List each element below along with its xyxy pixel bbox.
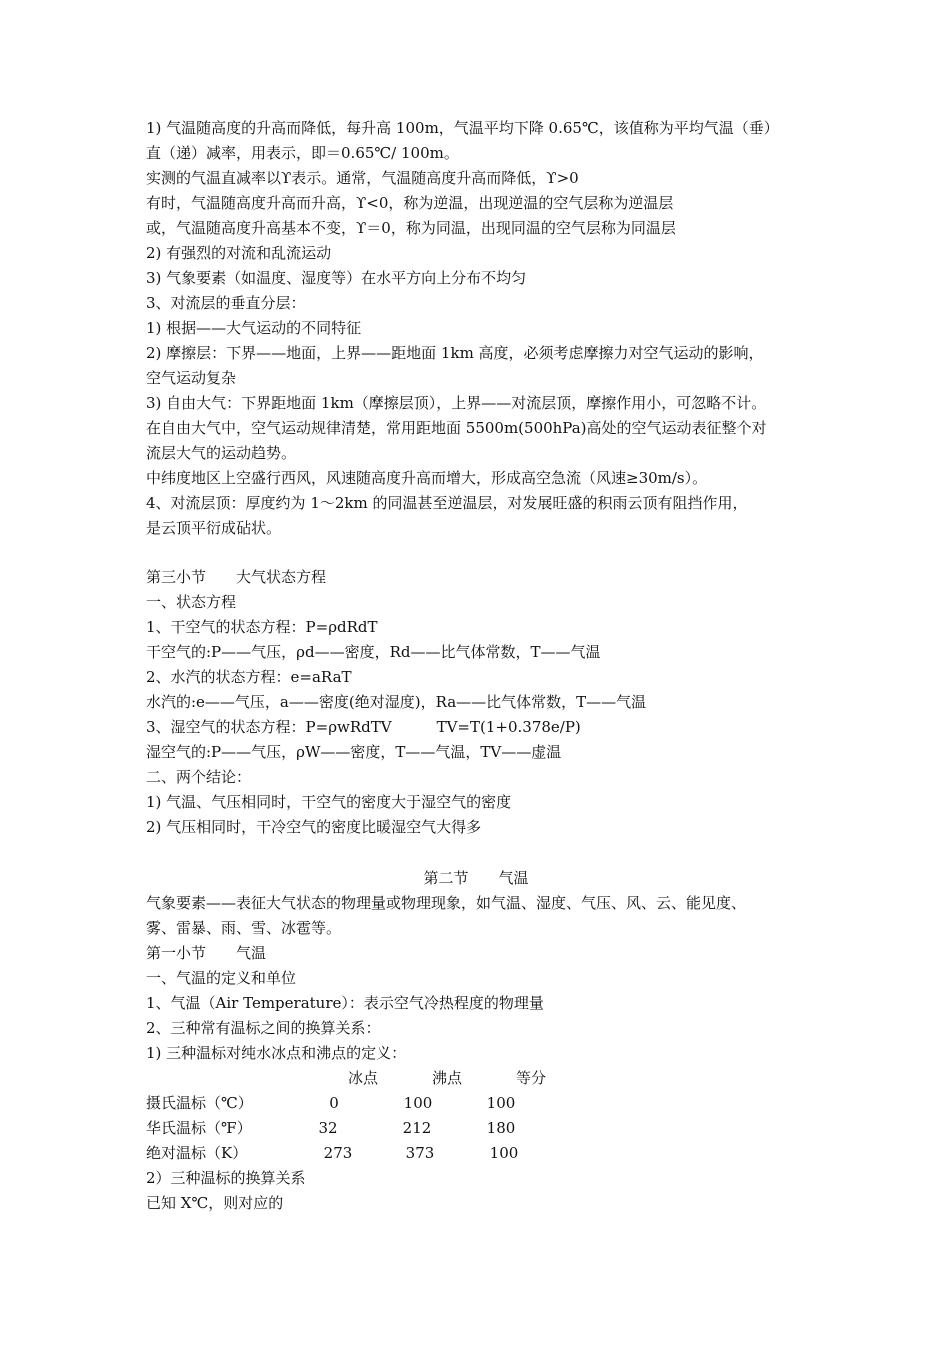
table-header: 冰点 bbox=[347, 1069, 378, 1087]
section-heading: 第一小节 气温 bbox=[146, 944, 267, 962]
text-line: 湿空气的:P——气压，ρW——密度，T——气温，TV——虚温 bbox=[146, 743, 562, 761]
text-line: 干空气的:P——气压，ρd——密度，Rd——比气体常数，T——气温 bbox=[146, 643, 601, 661]
text-line: 气象要素——表征大气状态的物理量或物理现象，如气温、湿度、气压、风、云、能见度、 bbox=[146, 894, 747, 912]
text-line: 3、对流层的垂直分层： bbox=[146, 294, 306, 312]
table-row-label: 绝对温标（K） bbox=[146, 1144, 248, 1162]
text-line: 水汽的:e——气压，a——密度(绝对湿度)，Ra——比气体常数，T——气温 bbox=[146, 693, 647, 711]
table-cell: 373 bbox=[405, 1144, 435, 1162]
text-line: 中纬度地区上空盛行西风，风速随高度升高而增大，形成高空急流（风速≥30m/s）。 bbox=[146, 469, 708, 487]
table-cell: 273 bbox=[323, 1144, 353, 1162]
text-line: 有时，气温随高度升高而升高，ϒ<0，称为逆温，出现逆温的空气层称为逆温层 bbox=[146, 194, 674, 212]
table-header: 等分 bbox=[515, 1069, 546, 1087]
text-line: 3) 自由大气：下界距地面 1km（摩擦层顶），上界——对流层顶，摩擦作用小，可忽略不计。 bbox=[146, 394, 767, 412]
text-line: 流层大气的运动趋势。 bbox=[146, 444, 297, 462]
table-cell: 212 bbox=[402, 1119, 432, 1137]
text-line: 在自由大气中，空气运动规律清楚，常用距地面 5500m(500hPa)高处的空气运动表征整个对 bbox=[146, 419, 767, 437]
text-line: 是云顶平衍成砧状。 bbox=[146, 519, 282, 537]
text-line: 空气运动复杂 bbox=[146, 369, 237, 387]
table-cell: 0 bbox=[329, 1094, 339, 1112]
table-cell: 100 bbox=[403, 1094, 433, 1112]
text-line: 2) 有强烈的对流和乱流运动 bbox=[146, 244, 332, 262]
text-line: 一、状态方程 bbox=[146, 593, 237, 611]
text-line: 3、湿空气的状态方程：P=ρwRdTV TV=T(1+0.378e/P) bbox=[146, 718, 581, 736]
text-line: 1) 三种温标对纯水冰点和沸点的定义： bbox=[146, 1044, 407, 1062]
text-line: 实测的气温直减率以ϒ表示。通常，气温随高度升高而降低，ϒ>0 bbox=[146, 169, 579, 187]
text-line: 2）三种温标的换算关系 bbox=[146, 1169, 306, 1187]
text-line: 2、三种常有温标之间的换算关系： bbox=[146, 1019, 381, 1037]
text-line: 1、气温（Air Temperature）：表示空气冷热程度的物理量 bbox=[146, 994, 544, 1012]
text-line: 已知 X℃，则对应的 bbox=[146, 1194, 284, 1212]
text-line: 1) 气温随高度的升高而降低，每升高 100m，气温平均下降 0.65℃，该值称为平均气温（垂） bbox=[146, 119, 779, 137]
text-line: 2、水汽的状态方程：e=aRaT bbox=[146, 668, 352, 686]
text-line: 1、干空气的状态方程：P=ρdRdT bbox=[146, 618, 378, 636]
section-heading: 第三小节 大气状态方程 bbox=[146, 568, 327, 586]
text-line: 二、两个结论： bbox=[146, 768, 252, 786]
table-cell: 180 bbox=[486, 1119, 516, 1137]
text-line: 1) 根据——大气运动的不同特征 bbox=[146, 319, 362, 337]
table-header: 沸点 bbox=[431, 1069, 462, 1087]
table-row-label: 摄氏温标（℃） bbox=[146, 1094, 253, 1112]
text-line: 或，气温随高度升高基本不变，ϒ＝0，称为同温，出现同温的空气层称为同温层 bbox=[146, 219, 676, 237]
table-cell: 100 bbox=[486, 1094, 516, 1112]
text-line: 4、对流层顶：厚度约为 1～2km 的同温甚至逆温层，对发展旺盛的积雨云顶有阻挡作用， bbox=[146, 494, 748, 512]
text-line: 雾、雷暴、雨、雪、冰雹等。 bbox=[146, 919, 342, 937]
text-line: 2) 摩擦层：下界——地面，上界——距地面 1km 高度，必须考虑摩擦力对空气运动的影响， bbox=[146, 344, 764, 362]
text-line: 3) 气象要素（如温度、湿度等）在水平方向上分布不均匀 bbox=[146, 269, 527, 287]
chapter-heading: 第二节 气温 bbox=[423, 869, 529, 887]
text-line: 一、气温的定义和单位 bbox=[146, 969, 297, 987]
table-cell: 32 bbox=[318, 1119, 338, 1137]
text-line: 直（递）减率，用表示，即＝0.65℃/ 100m。 bbox=[146, 144, 459, 162]
text-line: 1) 气温、气压相同时，干空气的密度大于湿空气的密度 bbox=[146, 793, 512, 811]
table-cell: 100 bbox=[489, 1144, 519, 1162]
text-line: 2) 气压相同时，干冷空气的密度比暖湿空气大得多 bbox=[146, 818, 482, 836]
table-row-label: 华氏温标（℉） bbox=[146, 1119, 252, 1137]
